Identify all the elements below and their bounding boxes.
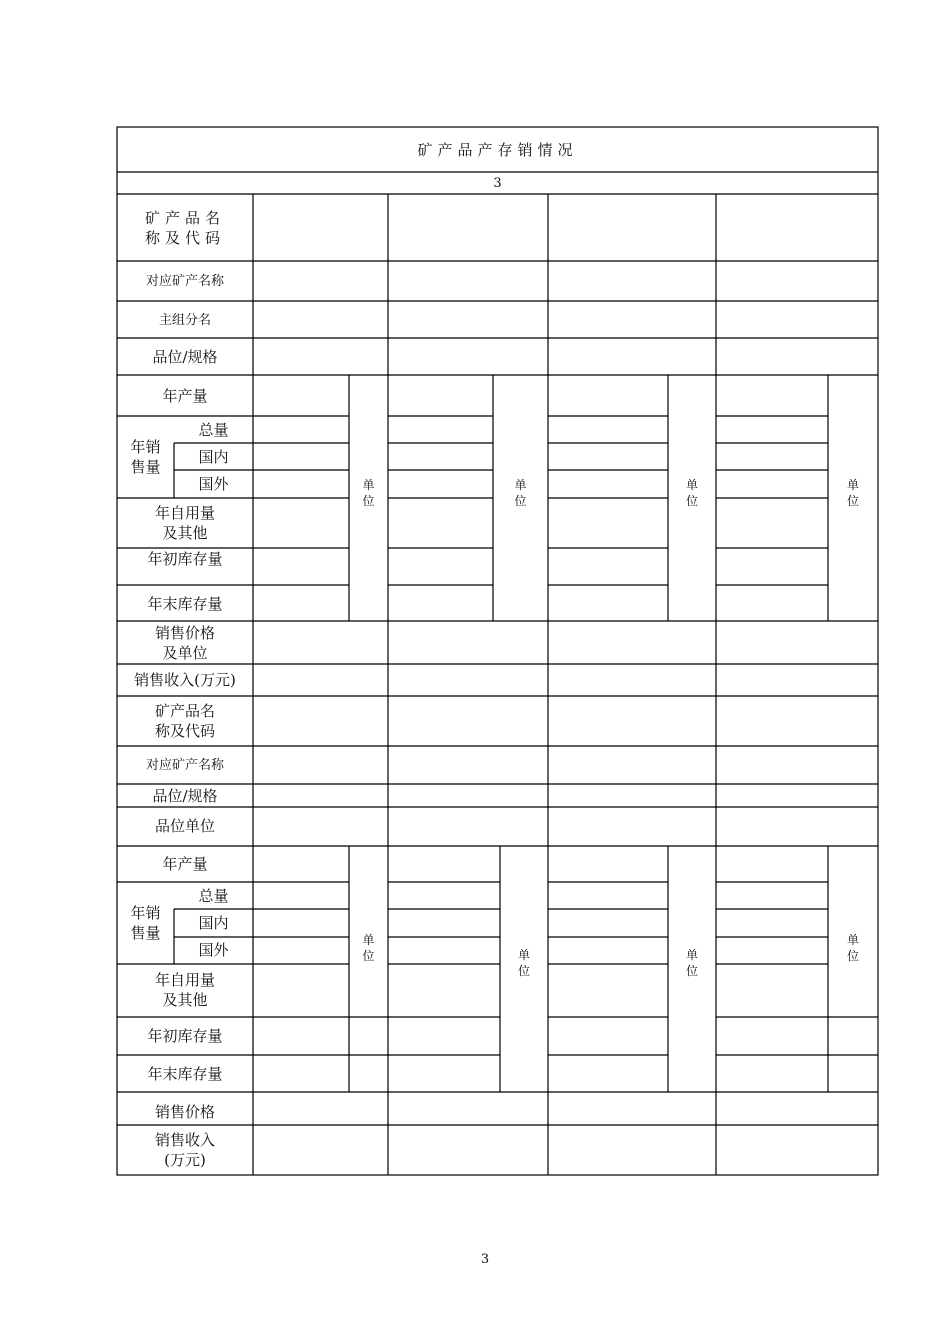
unit-label: 单 位 — [685, 478, 698, 508]
table-title: 矿产品产存销情况 — [417, 141, 578, 159]
page-number: 3 — [480, 1252, 490, 1267]
end-stock-label: 年末库存量 — [147, 595, 223, 613]
annual-sales-label: 年销 售量 — [130, 438, 161, 476]
unit-label: 单 位 — [514, 478, 527, 508]
self-use-label: 年自用量 及其他 — [154, 971, 215, 1009]
main-component-label: 主组分名 — [158, 313, 211, 328]
total-label: 总量 — [198, 887, 229, 905]
mineral-name-label: 对应矿产名称 — [145, 758, 224, 773]
sales-income-label: 销售收入(万元) — [134, 671, 236, 689]
unit-label: 单 位 — [846, 933, 859, 963]
unit-label: 单 位 — [362, 933, 375, 963]
mineral-name-label: 对应矿产名称 — [145, 274, 224, 289]
product-name-label: 矿产品名 称及代码 — [144, 209, 225, 247]
sale-price-label: 销售价格 — [154, 1103, 215, 1121]
product-name-label: 矿产品名 称及代码 — [154, 702, 215, 740]
sale-price-label: 销售价格 及单位 — [154, 624, 215, 662]
unit-label: 单 位 — [846, 478, 859, 508]
self-use-label: 年自用量 及其他 — [154, 504, 215, 542]
annual-output-label: 年产量 — [162, 855, 208, 873]
total-label: 总量 — [198, 421, 229, 439]
begin-stock-label: 年初库存量 — [147, 1027, 223, 1045]
sales-income-label: 销售收入 (万元) — [154, 1131, 215, 1169]
annual-sales-label: 年销 售量 — [130, 904, 161, 942]
annual-output-label: 年产量 — [162, 387, 208, 405]
grade-spec-label: 品位/规格 — [152, 787, 218, 805]
foreign-label: 国外 — [198, 475, 229, 493]
end-stock-label: 年末库存量 — [147, 1065, 223, 1083]
foreign-label: 国外 — [198, 941, 229, 959]
grade-unit-label: 品位单位 — [154, 817, 215, 835]
unit-label: 单 位 — [517, 948, 530, 978]
table-number: 3 — [493, 176, 502, 191]
domestic-label: 国内 — [198, 448, 229, 466]
unit-label: 单 位 — [685, 948, 698, 978]
begin-stock-label: 年初库存量 — [147, 550, 223, 568]
grade-spec-label: 品位/规格 — [152, 348, 218, 366]
domestic-label: 国内 — [198, 914, 229, 932]
unit-label: 单 位 — [362, 478, 375, 508]
